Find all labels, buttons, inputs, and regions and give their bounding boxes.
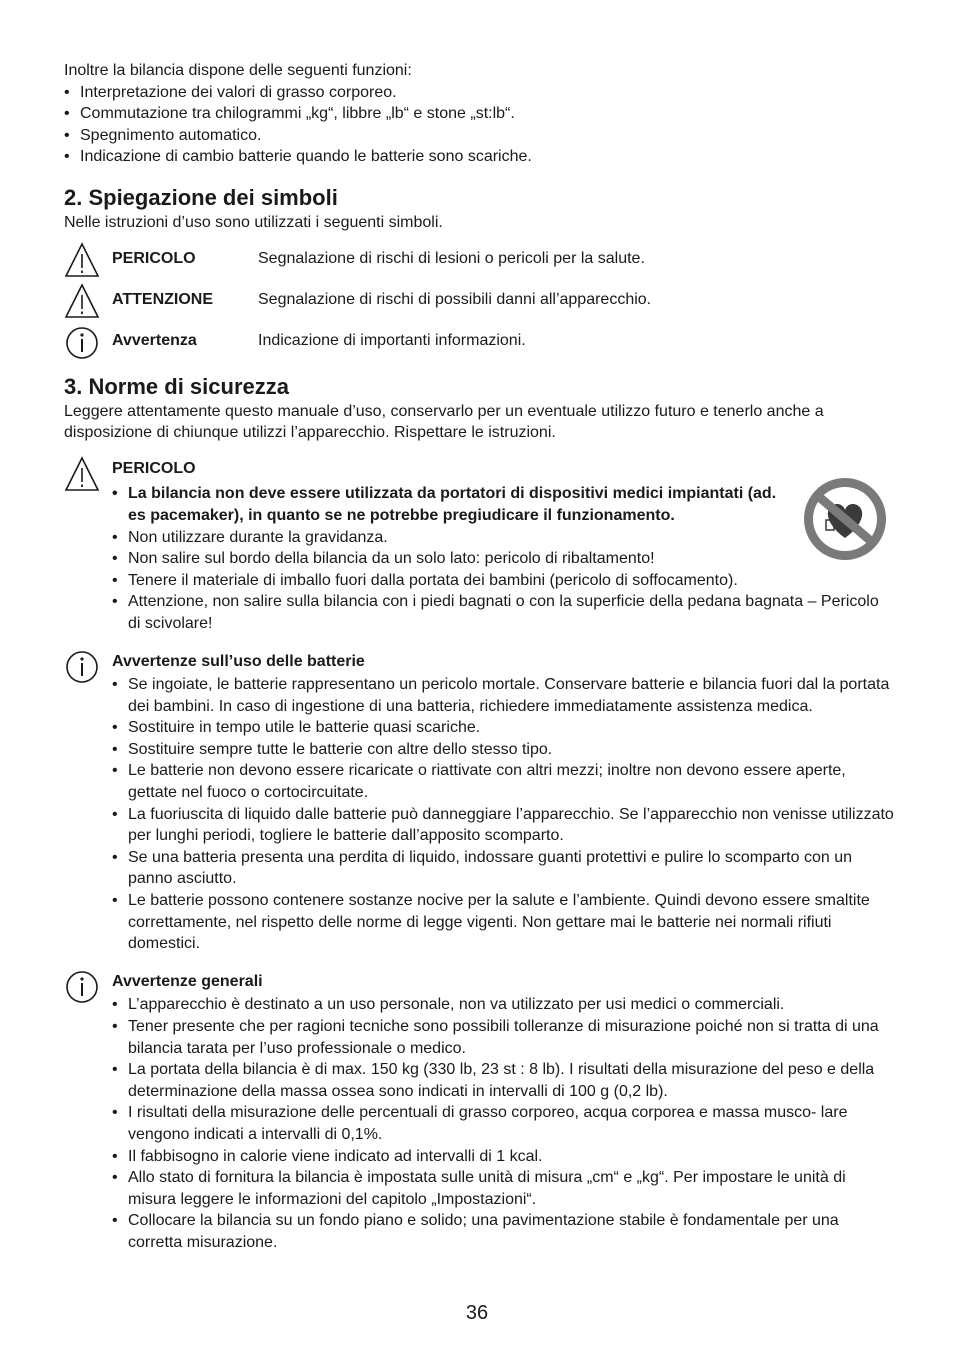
- danger-list: [64, 483, 894, 634]
- manual-page: [64, 60, 894, 1254]
- symbols-subtitle: Nelle istruzioni d’uso sono utilizzati i seguenti simboli.: [64, 213, 443, 231]
- warning-triangle-icon: [64, 283, 100, 319]
- general-heading: Avvertenze generali: [112, 972, 263, 990]
- symbol-label: ATTENZIONE: [112, 290, 214, 308]
- general-list: [64, 994, 894, 1253]
- list-item: • Se una batteria presenta una perdita di liquido, indossare guanti protettivi e pulire lo scomparto con un panno asciutto.: [64, 847, 894, 890]
- list-item: • Non salire sul bordo della bilancia da un solo lato: pericolo di ribaltamento!: [64, 548, 894, 570]
- list-item: • La fuoriuscita di liquido dalle batterie può danneggiare l’apparecchio. Se l’apparecchio non venisse utilizzato per lunghi periodi, togliere le batterie dall’apposito scomparto.: [64, 804, 894, 847]
- symbol-row-danger: [64, 242, 894, 283]
- list-item: • Non utilizzare durante la gravidanza.: [64, 527, 894, 549]
- list-item: • La bilancia non deve essere utilizzata da portatori di dispositivi medici impiantati (ad. es pacemaker), in quanto se ne potrebbe pregiudicare il funzionamento.: [64, 483, 798, 526]
- list-item: • Il fabbisogno in calorie viene indicato ad intervalli di 1 kcal.: [64, 1146, 894, 1168]
- symbol-label: Avvertenza: [112, 331, 197, 349]
- symbols-table: [64, 242, 894, 365]
- list-item: • Tener presente che per ragioni tecniche sono possibili tolleranze di misurazione poiché non si tratta di una bilancia tarata per l’uso professionale o medico.: [64, 1016, 894, 1059]
- symbol-label: PERICOLO: [112, 249, 196, 267]
- battery-list: [64, 674, 894, 955]
- list-item: • La portata della bilancia è di max. 150 kg (330 lb, 23 st : 8 lb). I risultati della misurazione del peso e della determinazione della massa ossea sono indicati in intervalli di 100 g (0,2 lb).: [64, 1059, 894, 1102]
- section-title-safety: 3. Norme di sicurezza: [64, 373, 289, 399]
- battery-block: [64, 649, 894, 955]
- warning-triangle-icon: [64, 242, 100, 278]
- symbol-row-note: [64, 324, 894, 365]
- general-block: [64, 969, 894, 1254]
- danger-block: [64, 456, 894, 635]
- list-item: • Spegnimento automatico.: [64, 125, 894, 147]
- list-item: • Interpretazione dei valori di grasso corporeo.: [64, 82, 894, 104]
- intro-text: Inoltre la bilancia dispone delle seguenti funzioni:: [64, 62, 412, 79]
- list-item: • Sostituire sempre tutte le batterie con altre dello stesso tipo.: [64, 739, 894, 761]
- section-title-symbols: 2. Spiegazione dei simboli: [64, 184, 338, 210]
- list-item: • L’apparecchio è destinato a un uso personale, non va utilizzato per usi medici o commerciali.: [64, 994, 894, 1016]
- list-item: • Commutazione tra chilogrammi „kg“, libbre „lb“ e stone „st:lb“.: [64, 103, 894, 125]
- list-item: • Indicazione di cambio batterie quando le batterie sono scariche.: [64, 146, 894, 168]
- intro-list: [64, 82, 894, 168]
- list-item: • Allo stato di fornitura la bilancia è impostata sulle unità di misura „cm“ e „kg“. Per impostare le unità di misura leggere le informazioni del capitolo „Impostazioni“.: [64, 1167, 894, 1210]
- symbol-description: Segnalazione di rischi di lesioni o pericoli per la salute.: [258, 249, 645, 267]
- list-item: • Attenzione, non salire sulla bilancia con i piedi bagnati o con la superficie della pedana bagnata – Pericolo di scivolare!: [64, 591, 894, 634]
- symbol-description: Indicazione di importanti informazioni.: [258, 331, 526, 349]
- danger-heading: PERICOLO: [112, 459, 196, 477]
- list-item: • I risultati della misurazione delle percentuali di grasso corporeo, acqua corporea e massa musco- lare vengono indicati a intervalli di 0,1%.: [64, 1102, 894, 1145]
- safety-intro: Leggere attentamente questo manuale d’uso, conservarlo per un eventuale utilizzo futuro e tenerlo anche a disposizione di chiunque utilizzi l’apparecchio. Rispettare le istruzioni.: [64, 402, 824, 442]
- list-item: • Tenere il materiale di imballo fuori dalla portata dei bambini (pericolo di soffocamento).: [64, 570, 894, 592]
- symbol-description: Segnalazione di rischi di possibili danni all’apparecchio.: [258, 290, 652, 308]
- page-number: 36: [465, 1302, 489, 1324]
- list-item: • Le batterie possono contenere sostanze nocive per la salute e l’ambiente. Quindi devono essere smaltite correttamente, nel rispetto delle norme di legge vigenti. Non gettare mai le batterie nei normali rifiuti domestici.: [64, 890, 894, 955]
- list-item: • Le batterie non devono essere ricaricate o riattivate con altri mezzi; inoltre non devono essere aperte, gettate nel fuoco o cortocircuitate.: [64, 760, 894, 803]
- info-circle-icon: [64, 324, 100, 360]
- list-item: • Se ingoiate, le batterie rappresentano un pericolo mortale. Conservare batterie e bilancia fuori dal la portata dei bambini. In caso di ingestione di una batteria, richiedere immediatamente assistenza medica.: [64, 674, 894, 717]
- list-item: • Collocare la bilancia su un fondo piano e solido; una pavimentazione stabile è fondamentale per una corretta misurazione.: [64, 1210, 894, 1253]
- battery-heading: Avvertenze sull’uso delle batterie: [112, 652, 365, 670]
- symbol-row-caution: [64, 283, 894, 324]
- list-item: • Sostituire in tempo utile le batterie quasi scariche.: [64, 717, 894, 739]
